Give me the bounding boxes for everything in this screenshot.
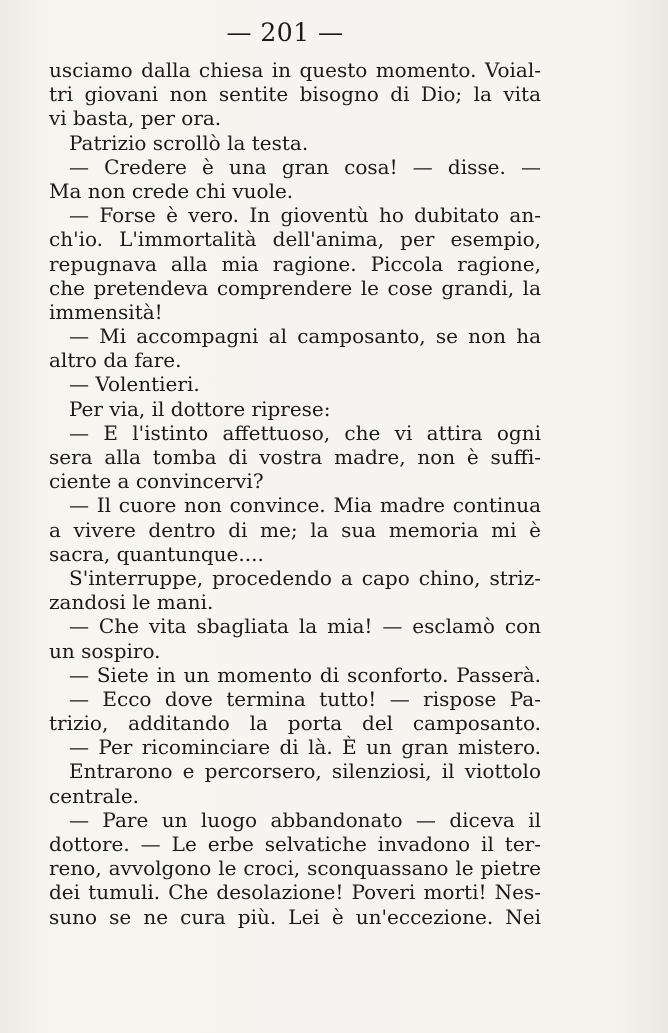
text-line: — Che vita sbagliata la mia! — esclamò con [69,614,541,639]
text-line: — Siete in un momento di sconforto. Passerà. [69,662,541,687]
text-line: un sospiro. [49,638,161,663]
text-line: ciente a convincervi? [49,469,264,494]
text-line: — Ecco dove termina tutto! — rispose Pa- [69,686,541,711]
text-line: — Forse è vero. In gioventù ho dubitato an- [69,203,541,228]
text-line: Ma non crede chi vuole. [49,178,294,203]
text-line: — Per ricominciare di là. È un gran mistero. [69,735,541,760]
text-line: zandosi le mani. [49,590,214,615]
text-line: che pretendeva comprendere le cose grandi, la [49,275,541,300]
text-line: — Il cuore non convince. Mia madre continua [69,493,541,518]
text-line: vi basta, per ora. [49,106,222,131]
text-line: a vivere dentro di me; la sua memoria mi è [49,517,541,542]
text-line: — Mi accompagni al camposanto, se non ha [69,324,541,349]
text-line: — Credere è una gran cosa! — disse. — [69,154,541,179]
text-line: immensità! [49,299,163,324]
text-line: Patrizio scrollò la testa. [69,130,309,155]
text-line: Per via, il dottore riprese: [69,396,331,421]
text-line: — E l'istinto affettuoso, che vi attira ogni [69,420,541,445]
text-line: dei tumuli. Che desolazione! Poveri morti! Nes- [49,880,541,905]
page-number: — 201 — [226,18,344,47]
text-line: centrale. [49,783,140,808]
text-line: trizio, additando la porta del camposanto. [49,711,541,736]
text-line: suno se ne cura più. Lei è un'eccezione. Nei [49,904,541,929]
text-line: altro da fare. [49,348,182,373]
text-line: Entrarono e percorsero, silenziosi, il viottolo [69,759,541,784]
text-line: sera alla tomba di vostra madre, non è suffi- [49,445,541,469]
text-line: ch'io. L'immortalità dell'anima, per esempio, [49,227,541,252]
text-line: reno, avvolgono le croci, sconquassano le pietre [49,856,541,881]
text-line: dottore. — Le erbe selvatiche invadono il ter- [49,832,541,856]
text-line: — Volentieri. [69,372,200,397]
text-line: repugnava alla mia ragione. Piccola ragione, [49,251,541,276]
text-line: S'interruppe, procedendo a capo chino, striz- [69,565,541,590]
text-line: — Pare un luogo abbandonato — diceva il [69,807,541,832]
text-line: tri giovani non sentite bisogno di Dio; la vita [49,82,541,107]
text-line: sacra, quantunque.... [49,541,264,566]
body-text [49,58,541,929]
text-line: usciamo dalla chiesa in questo momento. Voial- [49,58,541,82]
